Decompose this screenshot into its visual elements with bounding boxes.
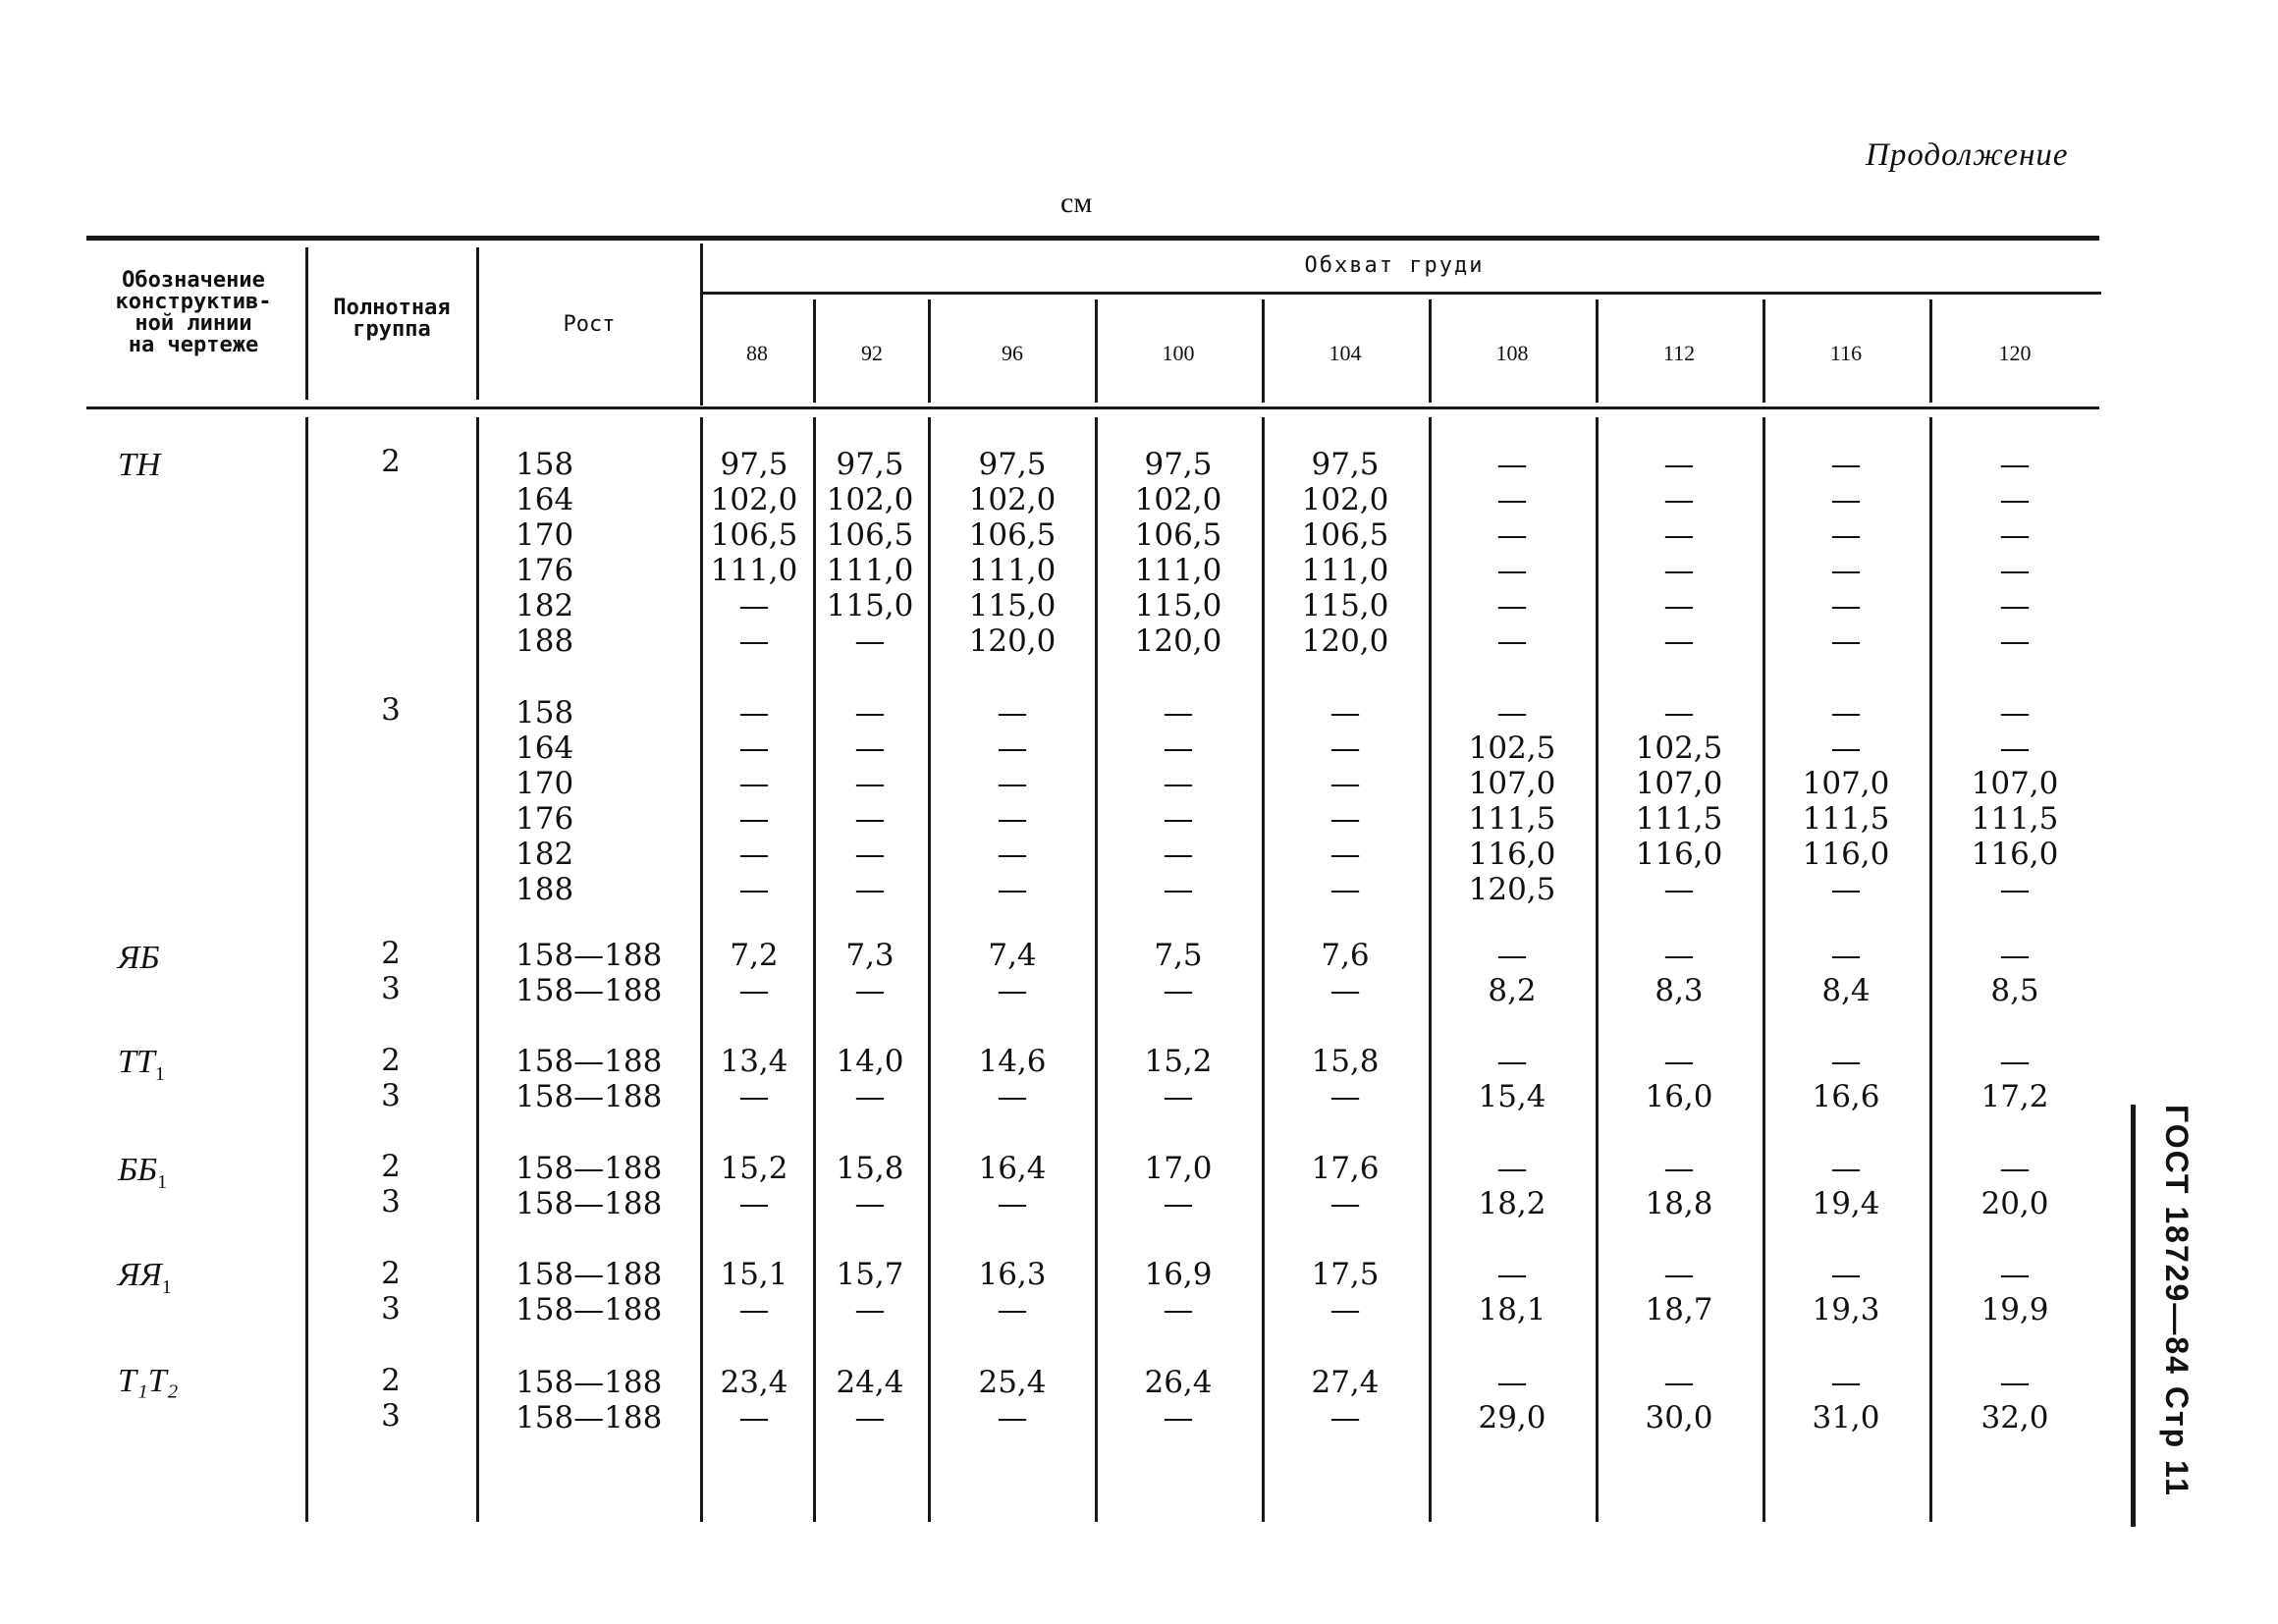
fullness-header: Полнотная группа — [333, 296, 451, 342]
value-cell: 15,8 — — [1311, 1044, 1380, 1114]
group-cell: 2 — [381, 444, 401, 479]
value-cell: — 15,4 — [1478, 1044, 1546, 1114]
col-divider — [476, 247, 479, 400]
value-cell: 16,4 — — [978, 1151, 1047, 1221]
value-cell: — 17,2 — [1980, 1044, 2049, 1114]
value-cell: 97,5 102,0 106,5 111,0 115,0 — — [826, 447, 914, 659]
value-cell: 16,9 — — [1144, 1257, 1213, 1327]
designation-cell: ТН — [118, 447, 161, 483]
height-cell: 158—188 158—188 — [515, 1365, 663, 1435]
value-cell: 27,4 — — [1311, 1365, 1380, 1435]
col-divider — [1596, 417, 1599, 1522]
value-cell: — 8,3 — [1654, 938, 1704, 1008]
header-bottom-rule — [86, 406, 2099, 409]
group-cell: 2 3 — [381, 1256, 401, 1326]
value-cell: — 18,1 — [1478, 1257, 1546, 1327]
value-cell: 17,6 — — [1311, 1151, 1380, 1221]
col-divider — [700, 244, 703, 406]
height-cell: 158—188 158—188 — [515, 1044, 663, 1114]
group-cell: 3 — [381, 692, 401, 728]
value-cell: — — 107,0 111,5 116,0 — — [1802, 695, 1890, 907]
col-divider — [476, 417, 479, 1522]
chest-size-104: 104 — [1329, 341, 1362, 365]
designation-cell: $ТТ_1$ — [118, 1044, 165, 1085]
height-cell: 158 164 170 176 182 188 — [515, 447, 574, 659]
value-cell: 13,4 — — [720, 1044, 788, 1114]
chest-header: Обхват груди — [1304, 253, 1485, 278]
value-cell: — 18,7 — [1645, 1257, 1713, 1327]
value-cell: 7,4 — — [988, 938, 1037, 1008]
value-cell: 7,3 — — [845, 938, 895, 1008]
side-bar — [2131, 1105, 2136, 1527]
value-cell: — 32,0 — [1980, 1365, 2049, 1435]
group-cell: 2 3 — [381, 1363, 401, 1434]
col-divider — [1596, 299, 1599, 403]
designation-header: Обозначение конструктив- ной линии на чертеже — [115, 268, 272, 357]
col-divider — [305, 417, 308, 1522]
group-cell: 2 3 — [381, 1149, 401, 1219]
value-cell: 25,4 — — [978, 1365, 1047, 1435]
value-cell: — 102,5 107,0 111,5 116,0 120,5 — [1468, 695, 1556, 907]
value-cell: — 19,3 — [1812, 1257, 1880, 1327]
value-cell: 26,4 — — [1144, 1365, 1213, 1435]
table-top-rule — [86, 236, 2099, 241]
value-cell: — 16,0 — [1645, 1044, 1713, 1114]
value-cell: 17,5 — — [1311, 1257, 1380, 1327]
value-cell: — 18,8 — [1645, 1151, 1713, 1221]
value-cell: — 19,4 — [1812, 1151, 1880, 1221]
chest-header-rule — [702, 292, 2101, 295]
chest-size-92: 92 — [861, 341, 883, 365]
value-cell: 7,6 — — [1321, 938, 1370, 1008]
value-cell: 15,2 — — [720, 1151, 788, 1221]
value-cell: 24,4 — — [836, 1365, 904, 1435]
designation-cell: ЯБ — [118, 940, 160, 976]
value-cell: — 18,2 — [1478, 1151, 1546, 1221]
col-divider — [1262, 417, 1265, 1522]
value-cell: — 8,5 — [1990, 938, 2039, 1008]
value-cell: — — — — — — — [1163, 695, 1194, 907]
value-cell: 17,0 — — [1144, 1151, 1213, 1221]
value-cell: 15,1 — — [720, 1257, 788, 1327]
col-divider — [1763, 417, 1765, 1522]
value-cell: 14,6 — — [978, 1044, 1047, 1114]
col-divider — [1095, 417, 1098, 1522]
chest-size-116: 116 — [1829, 341, 1863, 365]
height-cell: 158 164 170 176 182 188 — [515, 695, 574, 907]
value-cell: — 8,2 — [1488, 938, 1537, 1008]
value-cell: — — — — — — — [1999, 447, 2031, 659]
chest-size-100: 100 — [1162, 341, 1195, 365]
value-cell: — 30,0 — [1645, 1365, 1713, 1435]
value-cell: 97,5 102,0 106,5 111,0 115,0 120,0 — [1301, 447, 1389, 659]
value-cell: 15,8 — — [836, 1151, 904, 1221]
value-cell: 97,5 102,0 106,5 111,0 115,0 120,0 — [968, 447, 1057, 659]
value-cell: — — 107,0 111,5 116,0 — — [1971, 695, 2059, 907]
value-cell: — 31,0 — [1812, 1365, 1880, 1435]
value-cell: — 16,6 — [1812, 1044, 1880, 1114]
col-divider — [1929, 299, 1932, 403]
col-divider — [305, 247, 308, 400]
standard-page-label: ГОСТ 18729—84 Стр 11 — [2159, 1105, 2195, 1497]
value-cell: 15,7 — — [836, 1257, 904, 1327]
value-cell: — 8,4 — [1821, 938, 1871, 1008]
height-cell: 158—188 158—188 — [515, 1257, 663, 1327]
chest-size-88: 88 — [746, 341, 768, 365]
value-cell: — 20,0 — [1980, 1151, 2049, 1221]
value-cell: 14,0 — — [836, 1044, 904, 1114]
continuation-label: Продолжение — [1866, 137, 2069, 173]
group-cell: 2 3 — [381, 936, 401, 1006]
value-cell: 15,2 — — [1144, 1044, 1213, 1114]
group-cell: 2 3 — [381, 1043, 401, 1113]
col-divider — [1429, 417, 1432, 1522]
value-cell: 97,5 102,0 106,5 111,0 — — — [710, 447, 798, 659]
value-cell: — 102,5 107,0 111,5 116,0 — — [1635, 695, 1723, 907]
col-divider — [1929, 417, 1932, 1522]
col-divider — [1262, 299, 1265, 403]
unit-label: см — [1060, 187, 1093, 219]
value-cell: 23,4 — — [720, 1365, 788, 1435]
designation-cell: $ББ_1$ — [118, 1152, 168, 1193]
value-cell: — — — — — — — [854, 695, 886, 907]
col-divider — [1095, 299, 1098, 403]
designation-cell: Т₁Т₂ — [118, 1363, 179, 1399]
height-header: Рост — [563, 312, 616, 337]
chest-size-112: 112 — [1662, 341, 1696, 365]
value-cell: — — — — — — — [1329, 695, 1361, 907]
value-cell: — 19,9 — [1980, 1257, 2049, 1327]
value-cell: 97,5 102,0 106,5 111,0 115,0 120,0 — [1134, 447, 1222, 659]
col-divider — [1763, 299, 1765, 403]
chest-size-96: 96 — [1002, 341, 1023, 365]
designation-cell: $ЯЯ_1$ — [118, 1257, 172, 1298]
value-cell: — — — — — — — [738, 695, 770, 907]
value-cell: — — — — — — — [1496, 447, 1528, 659]
col-divider — [1429, 299, 1432, 403]
value-cell: 7,5 — — [1154, 938, 1203, 1008]
value-cell: 16,3 — — [978, 1257, 1047, 1327]
value-cell: 7,2 — — [730, 938, 779, 1008]
value-cell: — — — — — — — [1830, 447, 1862, 659]
value-cell: — 29,0 — [1478, 1365, 1546, 1435]
value-cell: — — — — — — — [997, 695, 1028, 907]
chest-size-120: 120 — [1998, 341, 2032, 365]
height-cell: 158—188 158—188 — [515, 1151, 663, 1221]
value-cell: — — — — — — — [1663, 447, 1695, 659]
chest-size-108: 108 — [1495, 341, 1529, 365]
height-cell: 158—188 158—188 — [515, 938, 663, 1008]
